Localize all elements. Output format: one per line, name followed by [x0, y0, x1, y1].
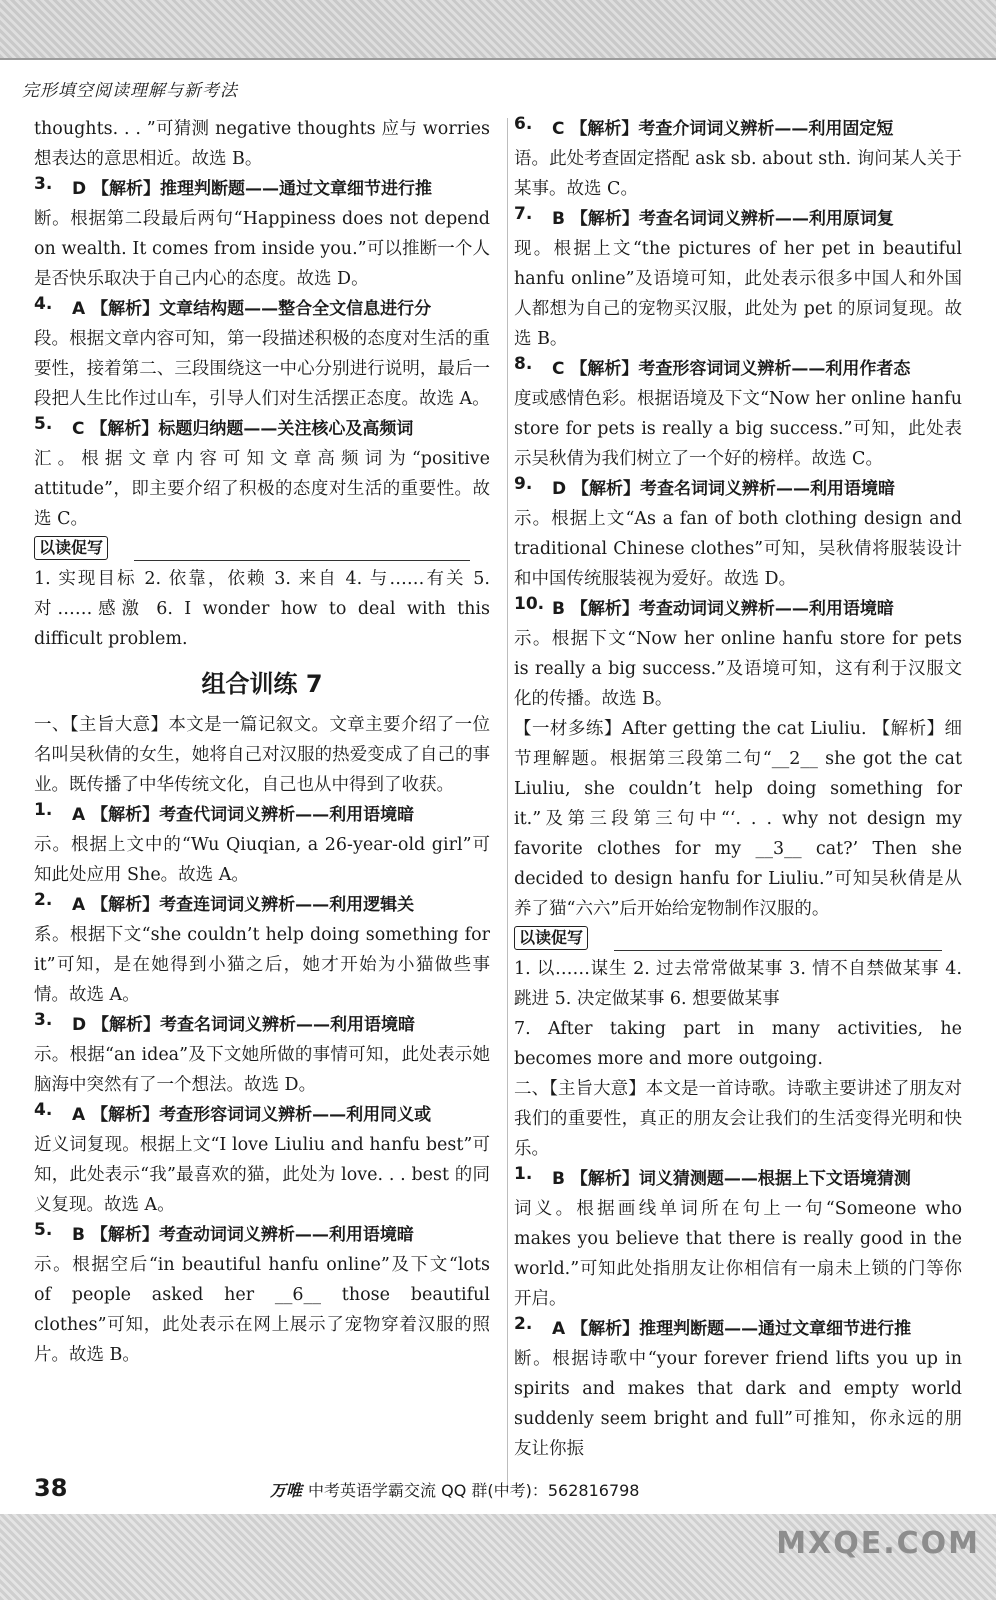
column-divider: [507, 118, 508, 1494]
answer-body: 近义词复现。根据上文“I love Liuliu and hanfu best”可知，此处表示“我”最喜欢的猫，此处为 love. . . best 的同义复现。故选 A。: [34, 1135, 490, 1215]
answer-body: 示。根据上文“As a fan of both clothing design and traditional Chinese clothes”可知，吴秋倩将服装设计和中国传统服装视为爱好。故选 D。: [514, 509, 962, 589]
answer-list-d: [514, 1164, 962, 1464]
answer-number: 9.: [514, 474, 533, 494]
answer-item: [514, 474, 962, 504]
answer-item: [514, 354, 962, 384]
answer-head: B 【解析】考查动词词义辨析——利用语境暗: [552, 599, 894, 619]
answer-body: 断。根据诗歌中“your forever friend lifts you up in spirits and makes that dark and empty world suddenly seem bright and full”可推知，你永远的朋友让你振: [514, 1349, 962, 1459]
page-number: 38: [34, 1474, 68, 1502]
answer-item: [34, 890, 490, 920]
answer-number: 3.: [34, 1010, 53, 1030]
answer-head: A 【解析】考查代词词义辨析——利用语境暗: [72, 805, 415, 825]
answer-item: [34, 294, 490, 324]
answer-number: 2.: [34, 890, 53, 910]
footer-qq-group: 中考英语学霸交流 QQ 群(中考)：562816798: [308, 1481, 640, 1500]
answer-number: 5.: [34, 1220, 53, 1240]
answer-head: C 【解析】考查形容词词义辨析——利用作者态: [552, 359, 911, 379]
answer-head: A 【解析】文章结构题——整合全文信息进行分: [72, 299, 432, 319]
answer-number: 4.: [34, 294, 53, 314]
reading-writing-answers: 1. 以……谋生 2. 过去常常做某事 3. 情不自禁做某事 4. 跳进 5. 决定做某事 6. 想要做某事: [514, 959, 962, 1009]
answer-number: 1.: [34, 800, 53, 820]
answer-head: A 【解析】考查形容词词义辨析——利用同义或: [72, 1105, 432, 1125]
top-scan-band: [0, 0, 996, 60]
answer-item: [34, 1010, 490, 1040]
summary-paragraph: 一、【主旨大意】本文是一篇记叙文。文章主要介绍了一位名叫吴秋倩的女生，她将自己对汉服的热爱变成了自己的事业。既传播了中华传统文化，自己也从中得到了收获。: [34, 715, 490, 795]
answer-item: [514, 204, 962, 234]
footer-text: [270, 1478, 639, 1501]
answer-body: 示。根据“an idea”及下文她所做的事情可知，此处表示她脑海中突然有了一个想法。故选 D。: [34, 1045, 490, 1095]
answer-number: 4.: [34, 1100, 53, 1120]
answer-number: 3.: [34, 174, 53, 194]
answer-item: [514, 1314, 962, 1344]
answer-item: [514, 114, 962, 144]
answer-item: [34, 1220, 490, 1250]
answer-body: 示。根据空后“in beautiful hanfu online”及下文“lots of people asked her __6__ those beautiful clothes”可知，此处表示在网上展示了宠物穿着汉服的照片。故选 B。: [34, 1255, 490, 1365]
intro-paragraph: thoughts. . . ”可猜测 negative thoughts 应与 worries 想表达的意思相近。故选 B。: [34, 119, 490, 169]
answer-item: [514, 594, 962, 624]
answer-body: 断。根据第二段最后两句“Happiness does not depend on wealth. It comes from inside you.”可以推断一个人是否快乐取决于自己内心的态度。故选 D。: [34, 209, 490, 289]
answer-head: B 【解析】词义猜测题——根据上下文语境猜测: [552, 1169, 911, 1189]
summary-paragraph: 二、【主旨大意】本文是一首诗歌。诗歌主要讲述了朋友对我们的重要性，真正的朋友会让我们的生活变得光明和快乐。: [514, 1079, 962, 1159]
answer-item: [34, 174, 490, 204]
answer-item: [514, 1164, 962, 1194]
answer-head: B 【解析】考查名词词义辨析——利用原词复: [552, 209, 894, 229]
site-watermark: MXQE.COM: [776, 1526, 980, 1561]
answer-number: 6.: [514, 114, 533, 134]
answer-head: D 【解析】考查名词词义辨析——利用语境暗: [552, 479, 896, 499]
multi-practice-paragraph: 【一材多练】After getting the cat Liuliu. 【解析】细节理解题。根据第三段第二句“__2__ she got the cat Liuliu, she couldn’t help doing something for it.”及第三段第三句中“‘. . . why not design my favorite clothes for my __3__ cat?’ Then she decided to design hanfu for Liuliu.”可知吴秋倩是从养了猫“六六”后开始给宠物制作汉服的。: [514, 719, 962, 919]
answer-body: 现。根据上文“the pictures of her pet in beautiful hanfu online”及语境可知，此处表示很多中国人和外国人都想为自己的宠物买汉服，此处为 pet 的原词复现。故选 B。: [514, 239, 962, 349]
answer-list-c: [514, 114, 962, 714]
answer-number: 5.: [34, 414, 53, 434]
answer-number: 10.: [514, 594, 545, 614]
reading-writing-tag-line: [34, 534, 490, 564]
answer-list-a: [34, 174, 490, 534]
answer-number: 8.: [514, 354, 533, 374]
reading-writing-tag: 以读促写: [34, 536, 108, 560]
answer-list-b: [34, 800, 490, 1370]
reading-writing-tag: 以读促写: [514, 926, 588, 950]
answer-number: 2.: [514, 1314, 533, 1334]
book-title: 完形填空阅读理解与新考法: [22, 81, 238, 101]
right-column: [514, 114, 962, 1464]
section-title: 组合训练 7: [201, 670, 323, 698]
answer-body: 示。根据下文“Now her online hanfu store for pets is really a big success.”及语境可知，这有利于汉服文化的传播。故选 B。: [514, 629, 962, 709]
answer-body: 段。根据文章内容可知，第一段描述积极的态度对生活的重要性，接着第二、三段围绕这一中心分别进行说明，最后一段把人生比作过山车，引导人们对生活摆正态度。故选 A。: [34, 329, 490, 409]
answer-item: [34, 800, 490, 830]
answer-item: [34, 1100, 490, 1130]
left-column: [34, 114, 490, 1370]
answer-body: 度或感情色彩。根据语境及下文“Now her online hanfu store for pets is really a big success.”可知，此处表示吴秋倩为我们树立了一个好的榜样。故选 C。: [514, 389, 962, 469]
answer-head: A 【解析】考查连词词义辨析——利用逻辑关: [72, 895, 415, 915]
answer-body: 词义。根据画线单词所在句上一句“Someone who makes you believe that there is really good in the world.”可知此处指朋友让你相信有一扇未上锁的门等你开启。: [514, 1199, 962, 1309]
answer-head: D 【解析】考查名词词义辨析——利用语境暗: [72, 1015, 416, 1035]
reading-writing-answers: 1. 实现目标 2. 依靠，依赖 3. 来自 4. 与……有关 5. 对……感激 6. I wonder how to deal with this difficult problem.: [34, 569, 490, 649]
answer-number: 7.: [514, 204, 533, 224]
answer-head: D 【解析】推理判断题——通过文章细节进行推: [72, 179, 433, 199]
answer-head: B 【解析】考查动词词义辨析——利用语境暗: [72, 1225, 414, 1245]
answer-body: 示。根据上文中的“Wu Qiuqian, a 26-year-old girl”可知此处应用 She。故选 A。: [34, 835, 490, 885]
reading-writing-sentence: 7. After taking part in many activities, he becomes more and more outgoing.: [514, 1019, 962, 1069]
answer-head: C 【解析】考查介词词义辨析——利用固定短: [552, 119, 894, 139]
answer-item: [34, 414, 490, 444]
answer-body: 系。根据下文“she couldn’t help doing something for it”可知，是在她得到小猫之后，她才开始为小猫做些事情。故选 A。: [34, 925, 490, 1005]
answer-body: 语。此处考查固定搭配 ask sb. about sth. 询问某人关于某事。故选 C。: [514, 149, 962, 199]
answer-body: 汇。根据文章内容可知文章高频词为“positive attitude”，即主要介绍了积极的态度对生活的重要性。故选 C。: [34, 449, 490, 529]
answer-head: C 【解析】标题归纳题——关注核心及高频词: [72, 419, 414, 439]
brand-logo-text: 万唯: [270, 1481, 303, 1500]
answer-head: A 【解析】推理判断题——通过文章细节进行推: [552, 1319, 912, 1339]
reading-writing-tag-line: [514, 924, 962, 954]
answer-number: 1.: [514, 1164, 533, 1184]
